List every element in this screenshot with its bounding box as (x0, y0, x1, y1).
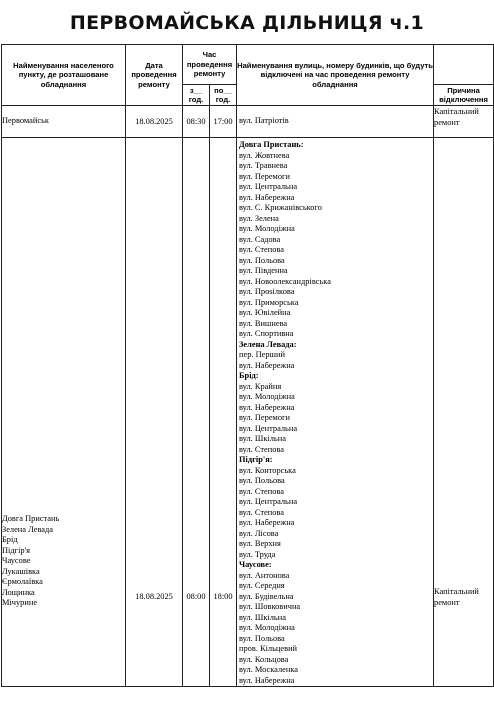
time-to-cell: 17:00 (210, 106, 237, 138)
street-item: вул. Центральна (239, 182, 298, 191)
settlement-name: Лощинка (2, 587, 35, 597)
street-item: вул. Степова (239, 245, 284, 254)
time-from-cell: 08:00 (183, 138, 210, 687)
date-cell: 18.08.2025 (126, 138, 183, 687)
street-item: вул. Патріотів (239, 116, 289, 126)
street-item: вул. Антонова (239, 570, 290, 580)
street-item: вул. Будівельна (239, 591, 294, 601)
settlement-name: Лукашівка (2, 566, 40, 576)
street-item: вул. Ювілейна (239, 308, 291, 317)
street-item: вул. Шкільна (239, 434, 286, 443)
street-item: пер. Перший (239, 350, 285, 359)
street-item: вул. С. Крижанівського (239, 203, 322, 212)
street-item: вул. Шовковична (239, 602, 301, 611)
header-date: Дата проведення ремонту (126, 45, 183, 106)
settlement-name: Мічурине (2, 598, 38, 607)
street-item: вул. Степова (239, 486, 284, 496)
street-item: вул. Жовтнева (239, 150, 290, 160)
street-group-heading: Довга Пристань: (239, 140, 304, 149)
street-item: вул. Молодіжна (239, 623, 295, 632)
streets-cell (237, 106, 434, 138)
reason-cell: Капітальний ремонт (434, 138, 494, 687)
street-group-heading: Чаусове: (239, 560, 272, 569)
date-cell: 18.08.2025 (126, 106, 183, 138)
street-item: вул. Молодіжна (239, 392, 295, 401)
street-item: вул. Польова (239, 476, 285, 485)
street-item: вул. Польова (239, 633, 285, 643)
street-item: вул. Перемоги (239, 171, 290, 181)
street-item: вул. Центральна (239, 423, 298, 433)
street-item: вул. Лісова (239, 528, 279, 538)
street-item: вул. Новоолександрівська (239, 276, 331, 286)
street-item: вул. Південна (239, 266, 288, 275)
street-group-heading: Зелена Левада: (239, 339, 297, 349)
street-item: вул. Степова (239, 507, 284, 517)
street-item: вул. Набережна (239, 192, 295, 202)
header-time-to: по__ год. (210, 85, 237, 106)
street-item: пров. Кільцевий (239, 644, 298, 653)
header-settlement: Найменування населеного пункту, де розташоване обладнання (2, 45, 126, 106)
reason-cell: Капітальний ремонт (434, 106, 494, 138)
street-item: вул. Крайня (239, 381, 282, 391)
street-item: вул. Молодіжна (239, 224, 295, 233)
outage-schedule-table (1, 44, 494, 687)
settlement-cell (2, 138, 126, 687)
street-item: вул. Конторська (239, 465, 296, 475)
street-item: вул. Шкільна (239, 612, 286, 622)
street-item: вул. Степова (239, 444, 284, 454)
street-item: вул. Кольцова (239, 654, 289, 664)
table-row (2, 106, 494, 138)
settlement-name: Єрмолаївка (2, 577, 43, 586)
header-streets: Найменування вулиць, номеру будинків, що будуть відключені на час проведення ремонту обладнання (237, 45, 434, 106)
time-from-cell: 08:30 (183, 106, 210, 138)
streets-cell (237, 138, 434, 687)
settlement-name: Брід (2, 535, 18, 544)
street-item: вул. Садова (239, 234, 281, 244)
street-item: вул. Приморська (239, 297, 299, 307)
street-item: вул. Зелена (239, 213, 279, 223)
settlement-cell (2, 106, 126, 138)
header-time-from: з__ год. (183, 85, 210, 106)
street-item: вул. Москаленка (239, 665, 298, 674)
street-item: вул. Перемоги (239, 413, 290, 422)
street-item: вул. Середня (239, 581, 285, 590)
street-item: вул. Набережна (239, 360, 295, 370)
street-item: вул. Прosілкова (239, 287, 295, 296)
page-title: ПЕРВОМАЙСЬКА ДІЛЬНИЦЯ ч.1 (69, 12, 425, 34)
street-item: вул. Польова (239, 255, 285, 265)
street-group-heading: Брід: (239, 371, 259, 380)
settlement-name: Довга Пристань (2, 514, 60, 523)
settlement-name: Підгір'я (2, 545, 30, 555)
street-item: вул. Набережна (239, 675, 295, 685)
street-item: вул. Труда (239, 549, 276, 559)
settlement-name: Зелена Левада (2, 524, 53, 534)
street-item: вул. Набережна (239, 518, 295, 527)
street-group-heading: Підгір'я: (239, 455, 273, 464)
street-item: вул. Центральна (239, 497, 298, 506)
street-item: вул. Травнева (239, 161, 288, 170)
header-time: Час проведення ремонту (183, 45, 237, 85)
street-item: вул. Вишнева (239, 318, 288, 328)
street-item: вул. Набережна (239, 402, 295, 412)
time-to-cell: 18:00 (210, 138, 237, 687)
street-item: вул. Верхня (239, 539, 281, 548)
header-reason: Причина відключення (434, 85, 494, 106)
header-reason-spacer (434, 45, 494, 85)
table-row (2, 138, 494, 687)
street-item: вул. Спортивна (239, 329, 294, 338)
settlement-name: Чаусове (2, 556, 31, 565)
settlement-name: Первомайськ (2, 116, 49, 126)
